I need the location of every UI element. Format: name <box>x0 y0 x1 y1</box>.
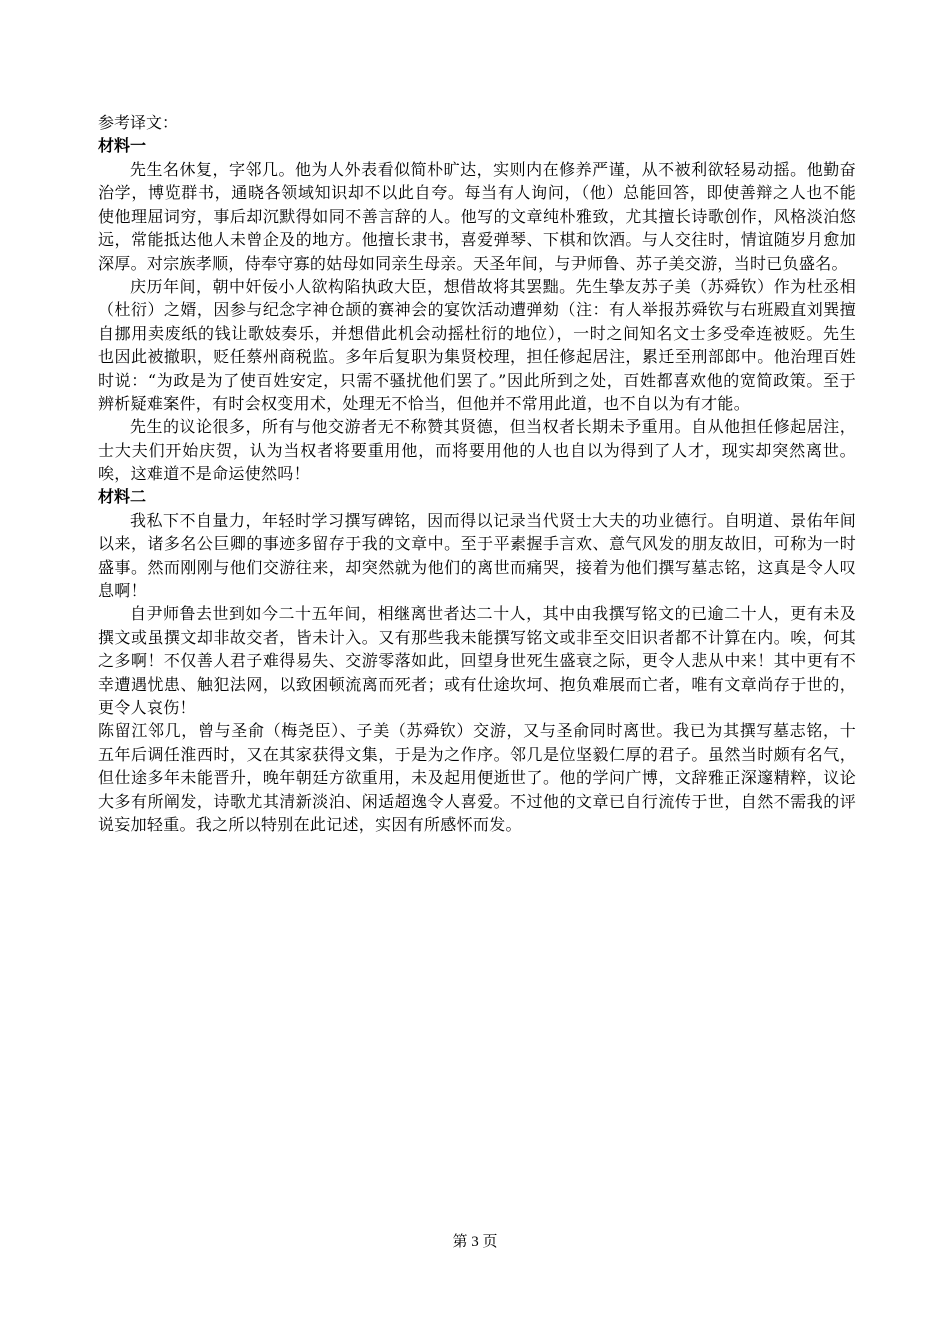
paragraph-material-two-2: 自尹师鲁去世到如今二十五年间，相继离世者达二十人，其中由我撰写铭文的已逾二十人，更有未及撰文或虽撰文却非故交者，皆未计入。又有那些我未能撰写铭文或非至交旧识者都不计算在内。唉，何其之多啊！不仅善人君子难得易失、交游零落如此，回望身世死生盛衰之际，更令人悲从中来！其中更有不幸遭遇忧患、触犯法网，以致困顿流离而死者；或有仕途坎坷、抱负难展而亡者，唯有文章尚存于世的，更令人哀伤！ <box>98 604 856 717</box>
paragraph-material-two-3: 陈留江邻几，曾与圣俞（梅尧臣）、子美（苏舜钦）交游，又与圣俞同时离世。我已为其撰写墓志铭，十五年后调任淮西时，又在其家获得文集，于是为之作序。邻几是位坚毅仁厚的君子。虽然当时颇有名气，但仕途多年未能晋升，晚年朝廷方欲重用，未及起用便逝世了。他的学问广博，文辞雅正深邃精粹，议论大多有所阐发，诗歌尤其清新淡泊、闲适超逸令人喜爱。不过他的文章已自行流传于世，自然不需我的评说妄加轻重。我之所以特别在此记述，实因有所感怀而发。 <box>98 721 856 834</box>
intro-label: 参考译文： <box>98 115 179 132</box>
paragraph-material-one-2: 庆历年间，朝中奸佞小人欲构陷执政大臣，想借故将其罢黜。先生挚友苏子美（苏舜钦）作为杜丞相（杜衍）之婿，因参与纪念字神仓颉的赛神会的宴饮活动遭弹劾（注：有人举报苏舜钦与右班殿直刘巽擅自挪用卖废纸的钱让歌妓奏乐，并想借此机会动摇杜衍的地位），一时之间知名文士多受牵连被贬。先生也因此被撤职，贬任蔡州商税监。多年后复职为集贤校理，担任修起居注，累迁至刑部郎中。他治理百姓时说：“为政是为了使百姓安定，只需不骚扰他们罢了。”因此所到之处，百姓都喜欢他的宽简政策。至于辨析疑难案件，有时会权变用术，处理无不恰当，但他并不常用此道，也不自以为有才能。 <box>98 277 856 414</box>
section-title-material-two: 材料二 <box>98 488 147 506</box>
paragraph-material-two-1: 我私下不自量力，年轻时学习撰写碑铭，因而得以记录当代贤士大夫的功业德行。自明道、景佑年间以来，诸多名公巨卿的事迹多留存于我的文章中。至于平素握手言欢、意气风发的朋友故旧，可称为一时盛事。然而刚刚与他们交游往来，却突然就为他们的离世而痛哭，接着为他们撰写墓志铭，这真是令人叹息啊！ <box>98 510 856 600</box>
paragraph-material-one-3: 先生的议论很多，所有与他交游者无不称赞其贤德，但当权者长期未予重用。自从他担任修起居注，士大夫们开始庆贺，认为当权者将要重用他，而将要用他的人也自以为得到了人才，现实却突然离世。唉，这难道不是命运使然吗！ <box>98 417 856 484</box>
document-body <box>98 112 856 836</box>
page-number: 第 3 页 <box>452 1234 498 1250</box>
paragraph-material-one-1: 先生名休复，字邻几。他为人外表看似简朴旷达，实则内在修养严谨，从不被利欲轻易动摇。他勤奋治学，博览群书，通晓各领域知识却不以此自夸。每当有人询问，（他）总能回答，即使善辩之人也不能使他理屈词穷，事后却沉默得如同不善言辞的人。他写的文章纯朴雅致，尤其擅长诗歌创作，风格淡泊悠远，常能抵达他人未曾企及的地方。他擅长隶书，喜爱弹琴、下棋和饮酒。与人交往时，情谊随岁月愈加深厚。对宗族孝顺，侍奉守寡的姑母如同亲生母亲。天圣年间，与尹师鲁、苏子美交游，当时已负盛名。 <box>98 160 856 273</box>
section-title-material-one: 材料一 <box>98 138 147 155</box>
